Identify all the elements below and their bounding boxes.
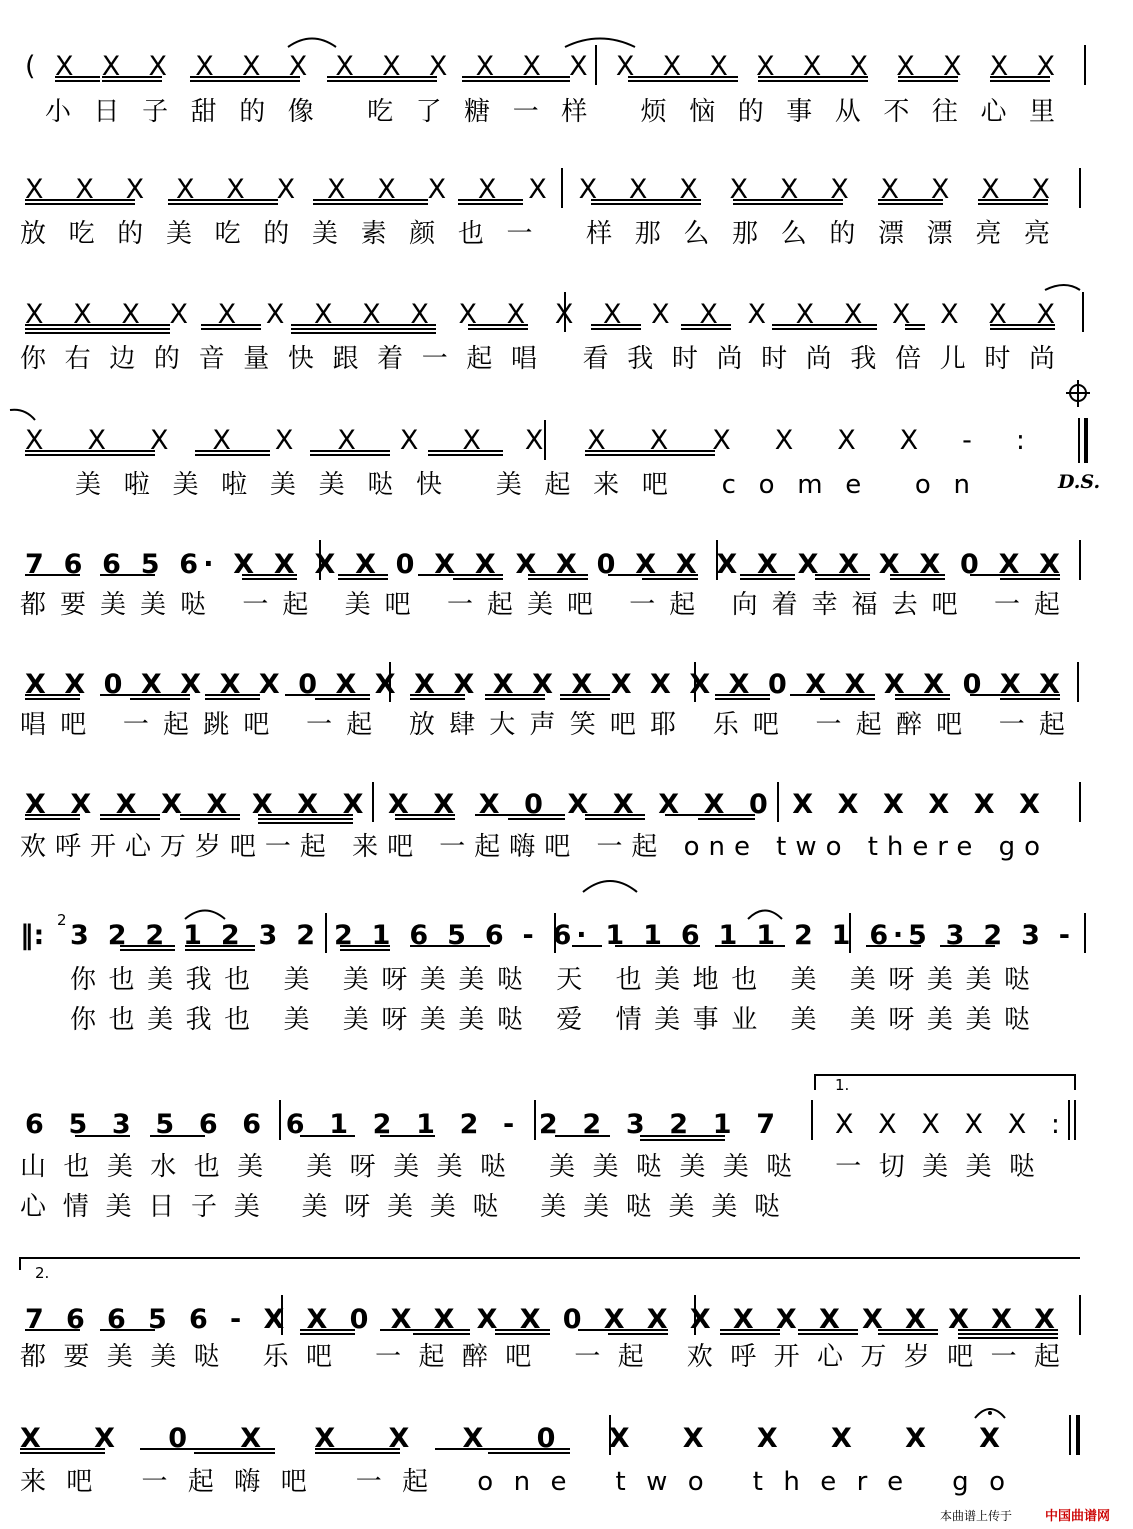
row8-grace: 2 <box>57 911 67 929</box>
row6-notes: X X 0 X X X X 0 X X X X X X X X X X X 0 X X X X 0 X X <box>25 669 1061 700</box>
upload-note: 本曲谱上传于 <box>940 1509 1013 1523</box>
ds-mark: D.S. <box>1058 471 1101 493</box>
row1-notes: ( <box>25 51 36 82</box>
row8-notes: 3 2 2 1 2 3 2 2 1 6 5 6 - 6· 1 1 6 1 1 2 1 6·5 3 2 3 - <box>70 920 1070 951</box>
row6-lyrics: 唱吧 一起跳吧 一起 放肆大声笑吧耶 乐吧 一起醉吧 一起 <box>20 710 1065 740</box>
row11-lyrics: 来吧 一起嗨吧 一起 one two there go <box>20 1467 1005 1497</box>
row4-notes: X X X X X X X X X X X X X X X - : <box>25 425 1025 456</box>
row11-notes: X X 0 X X X X 0 X X X X X X <box>20 1423 1001 1454</box>
row8-repeat: ‖: <box>20 920 45 951</box>
row8-lyrics2: 你也美我也 美 美呀美美哒 爱 情美事业 美 美呀美美哒 <box>70 1005 1030 1035</box>
row1-lyrics: 小日子甜的像 吃了糖一样 烦恼的事从不往心里 <box>45 97 1055 127</box>
site-logo: 中国曲谱网 <box>1045 1509 1111 1524</box>
row9-x: X X X X X : <box>835 1109 1060 1140</box>
volta-2: 2. <box>35 1264 50 1282</box>
score-text <box>20 51 1110 1524</box>
row4-lyrics: 美啦美啦美美哒快 美起来吧 come on <box>75 470 970 500</box>
row10-lyrics: 都要美美哒 乐吧 一起醉吧 一起 欢呼开心万岁吧一起 <box>20 1342 1061 1372</box>
fermata-icon <box>988 1411 992 1415</box>
volta-1: 1. <box>835 1076 850 1094</box>
row7-notes: X X X X X X X X X X X 0 X X X X 0 X X X X X X <box>25 789 1040 820</box>
row3-notes: X X X X X X X X X X X X X X X X X X X X X X <box>25 299 1056 330</box>
row2-notes: X X X X X X X X X X X X X X X X X X X X X <box>25 174 1051 205</box>
row1-notes: X X X X X X X X X X X X X X X X X X X X X X <box>55 51 1055 82</box>
row8-lyrics1: 你也美我也 美 美呀美美哒 天 也美地也 美 美呀美美哒 <box>70 965 1030 995</box>
row7-lyrics: 欢呼开心万岁吧一起 来吧 一起嗨吧 一起 one two there go <box>20 832 1040 862</box>
row3-lyrics: 你右边的音量快跟着一起唱 看我时尚时尚我倍儿时尚 <box>20 344 1055 374</box>
row10-notes: 7 6 6 5 6 - X X 0 X X X X 0 X X X X X X X X X X X <box>25 1304 1055 1335</box>
row5-lyrics: 都要美美哒 一起 美吧 一起美吧 一起 向着幸福去吧 一起 <box>20 590 1060 620</box>
row2-lyrics: 放吃的美吃的美素颜也一 样那么那么的漂漂亮亮 <box>20 219 1050 249</box>
row9-lyrics2: 心情美日子美 美呀美美哒 美美哒美美哒 <box>20 1192 780 1222</box>
row9-notes: 6 5 3 5 6 6 6 1 2 1 2 - 2 2 3 2 1 7 <box>25 1109 776 1140</box>
row5-notes: 7 6 6 5 6· X X X X 0 X X X X 0 X X X X X X X X 0 X X <box>25 549 1061 580</box>
coda-icon <box>1066 380 1090 407</box>
row9-lyrics1: 山也美水也美 美呀美美哒 美美哒美美哒 一切美美哒 <box>20 1152 1035 1182</box>
